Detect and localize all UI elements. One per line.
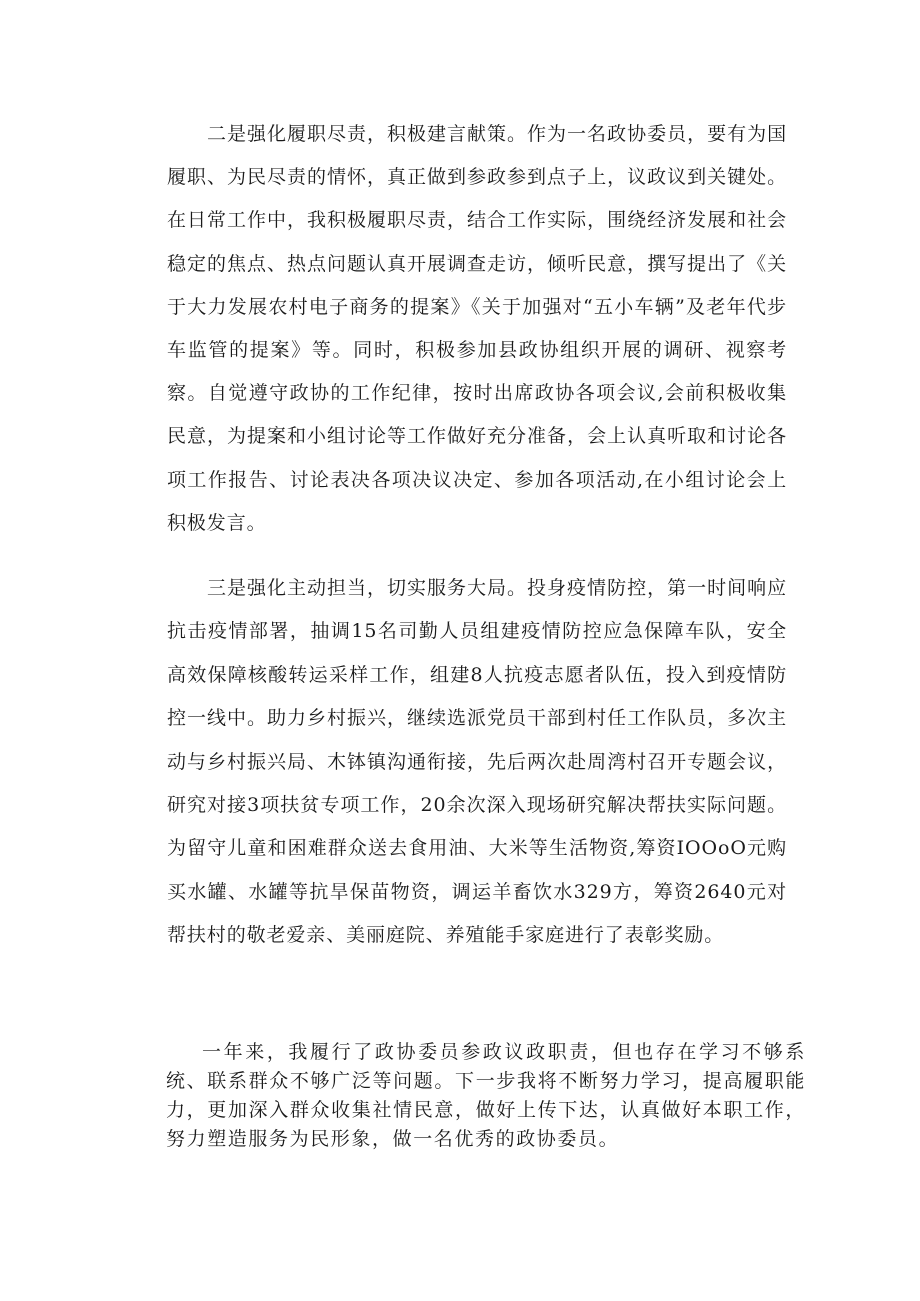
paragraph-summary: 一年来，我履行了政协委员参政议政职责，但也存在学习不够系统、联系群众不够广泛等问题。下一步我将不断努力学习，提高履职能力，更加深入群众收集社情民意，做好上传下达，认真做好本职工作，努力塑造服务为民形象，做一名优秀的政协委员。	[166, 1041, 806, 1150]
paragraph-serve-overall: 三是强化主动担当，切实服务大局。投身疫情防控，第一时间响应抗击疫情部署，抽调15名司勤人员组建疫情防控应急保障车队，安全高效保障核酸转运采样工作，组建8人抗疫志愿者队伍，投入到疫情防控一线中。助力乡村振兴，继续选派党员干部到村任工作队员，多次主动与乡村振兴局、木钵镇沟通衔接，先后两次赴周湾村召开专题会议，研究对接3项扶贫专项工作，20余次深入现场研究解决帮扶实际问题。为留守儿童和困难群众送去食用油、大米等生活物资,筹资IOOoO元购买水罐、水罐等抗旱保苗物资，调运羊畜饮水329方，筹资2640元对帮扶村的敬老爱亲、美丽庭院、养殖能手家庭进行了表彰奖励。	[167, 577, 787, 947]
paragraph-duty-performance: 二是强化履职尽责，积极建言献策。作为一名政协委员，要有为国履职、为民尽责的情怀，真正做到参政参到点子上，议政议到关键处。在日常工作中，我积极履职尽责，结合工作实际，围绕经济发展和社会稳定的焦点、热点问题认真开展调查走访，倾听民意，撰写提出了《关于大力发展农村电子商务的提案》《关于加强对“五小车辆”及老年代步车监管的提案》等。同时，积极参加县政协组织开展的调研、视察考察。自觉遵守政协的工作纪律，按时出席政协各项会议,会前积极收集民意，为提案和小组讨论等工作做好充分准备，会上认真听取和讨论各项工作报告、讨论表决各项决议决定、参加各项活动,在小组讨论会上积极发言。	[167, 123, 787, 534]
